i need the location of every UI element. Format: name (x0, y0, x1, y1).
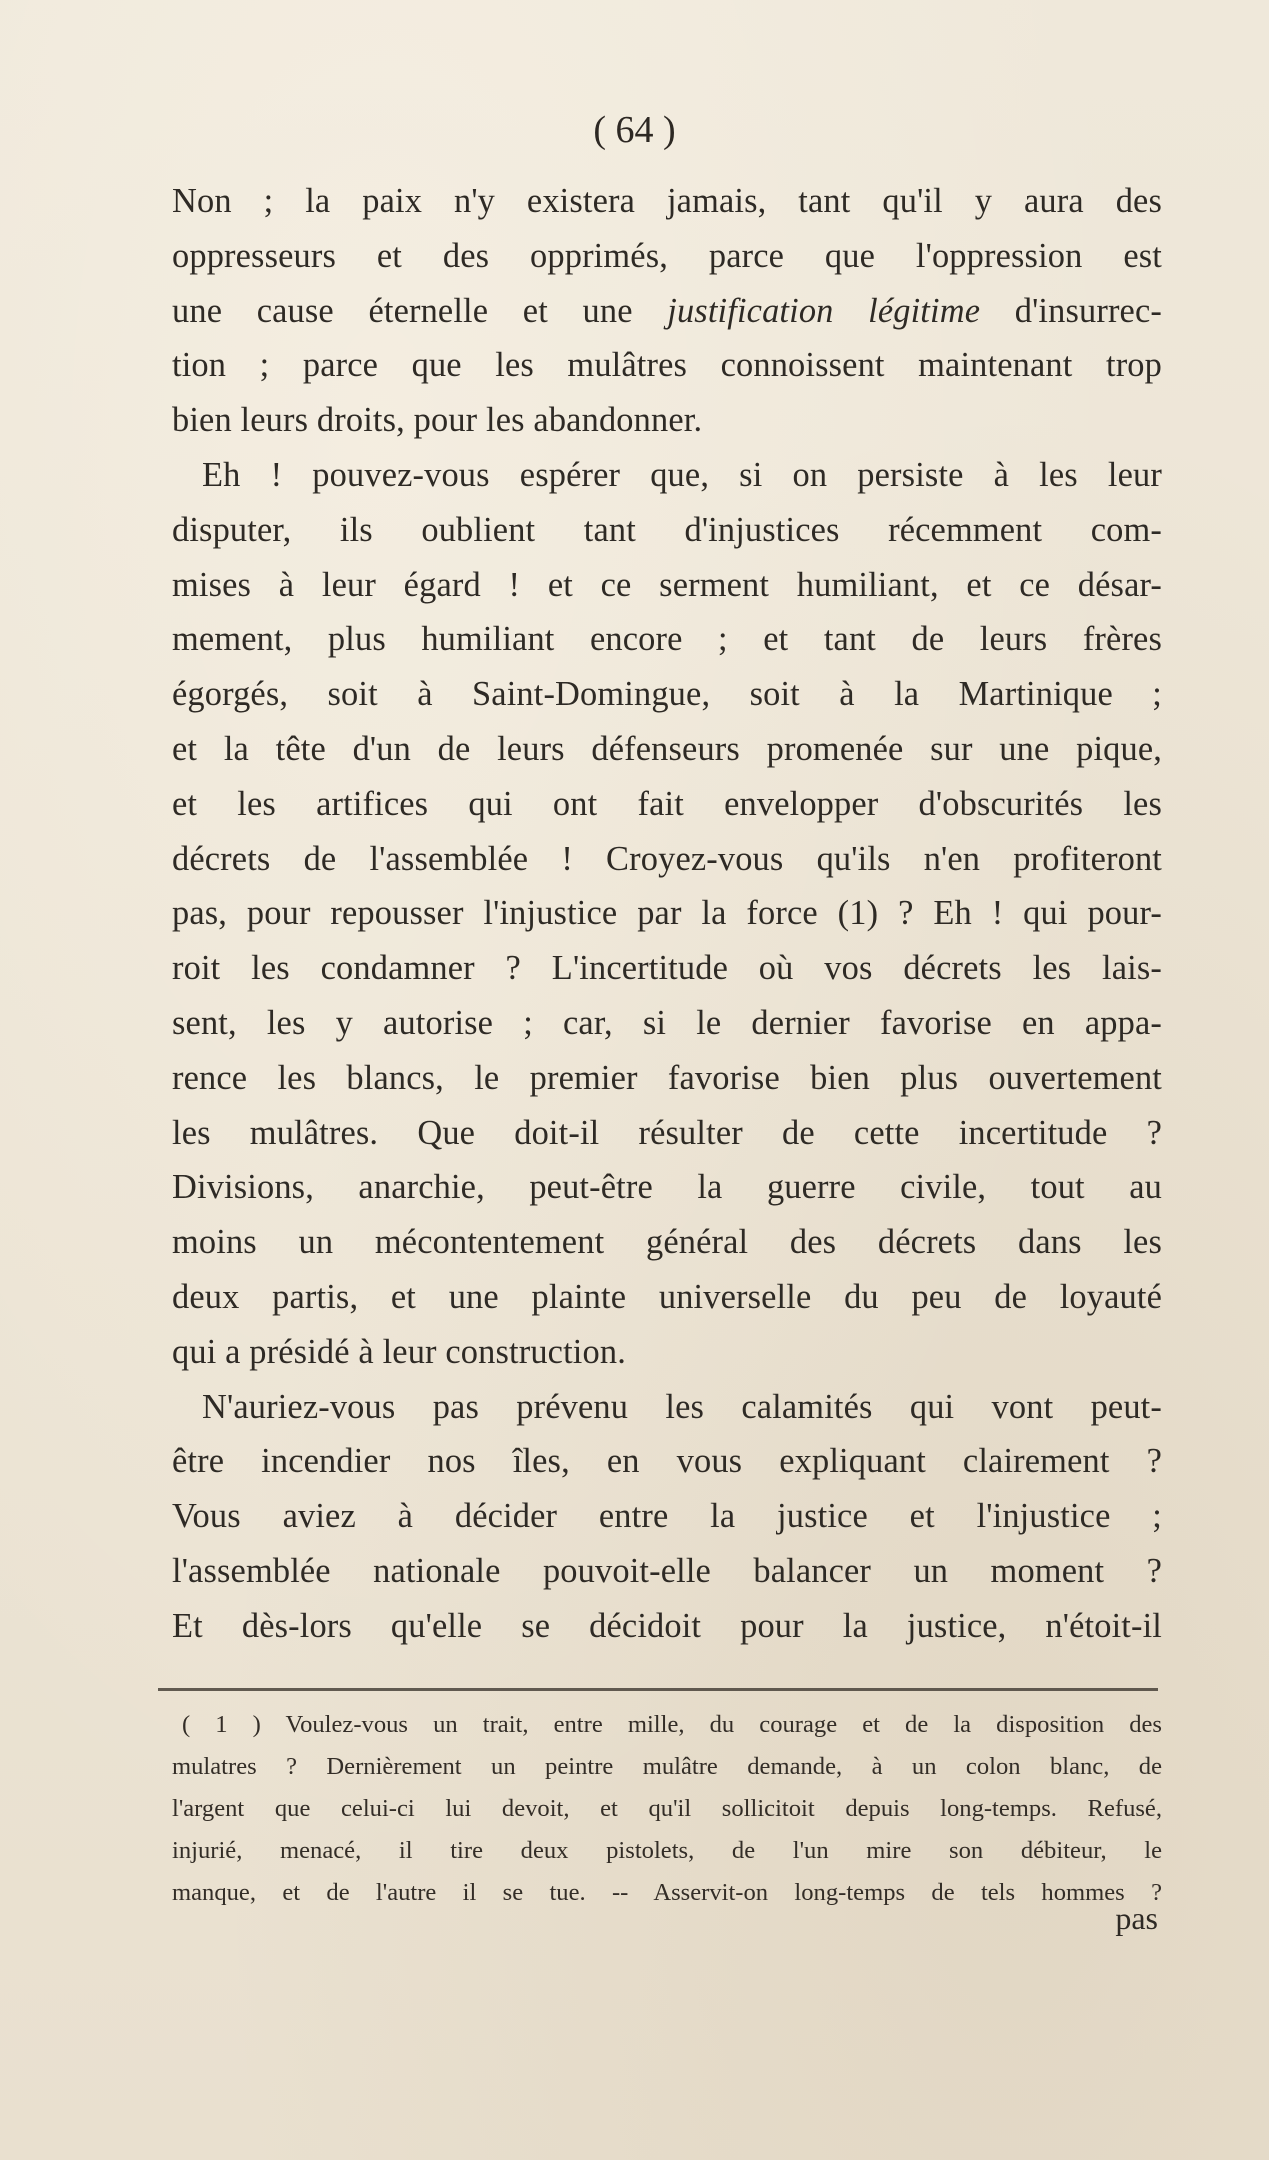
text-line: roit les condamner ? L'incertitude où vos décrets les lais- (172, 949, 1162, 988)
text-line (172, 284, 1162, 339)
text-line: mises à leur égard ! et ce serment humiliant, et ce désar- (172, 565, 1162, 604)
catchword: pas (1115, 1900, 1158, 1936)
text-line: disputer, ils oublient tant d'injustices récemment com- (172, 510, 1162, 549)
text-line: décrets de l'assemblée ! Croyez-vous qu'ils n'en profiteront (172, 839, 1162, 878)
text-line: Eh ! pouvez-vous espérer que, si on persiste à les leur (202, 455, 1162, 494)
footnote (172, 1704, 1162, 1914)
text-line: Vous aviez à décider entre la justice et l'injustice ; (172, 1497, 1162, 1536)
footnote-line: ( 1 ) Voulez-vous un trait, entre mille, du courage et de la disposition des (182, 1711, 1162, 1738)
page-number: ( 64 ) (593, 109, 676, 151)
text-line: moins un mécontentement général des décrets dans les (172, 1223, 1162, 1262)
text-line: Et dès-lors qu'elle se décidoit pour la justice, n'étoit-il (172, 1606, 1162, 1645)
text-line: être incendier nos îles, en vous expliquant clairement ? (172, 1442, 1162, 1481)
text-line: l'assemblée nationale pouvoit-elle balancer un moment ? (172, 1551, 1162, 1590)
text-line: oppresseurs et des opprimés, parce que l'oppression est (172, 236, 1162, 275)
text-line: Divisions, anarchie, peut-être la guerre civile, tout au (172, 1168, 1162, 1207)
text-line: pas, pour repousser l'injustice par la force (1) ? Eh ! qui pour- (172, 894, 1162, 933)
text-line: sent, les y autorise ; car, si le dernier favorise en appa- (172, 1003, 1162, 1042)
footnote-separator-rule (158, 1688, 1158, 1691)
italic-phrase: justification légitime (667, 291, 981, 330)
text-line: mement, plus humiliant encore ; et tant de leurs frères (172, 620, 1162, 659)
main-text (172, 174, 1162, 1654)
text-line: Non ; la paix n'y existera jamais, tant qu'il y aura des (172, 182, 1162, 220)
text-line: bien leurs droits, pour les abandonner. (172, 401, 703, 440)
footnote-line: l'argent que celui-ci lui devoit, et qu'il sollicitoit depuis long-temps. Refusé, (172, 1795, 1162, 1822)
text-line: tion ; parce que les mulâtres connoissent maintenant trop (172, 346, 1162, 385)
text-line: et les artifices qui ont fait envelopper d'obscurités les (172, 784, 1162, 823)
footnote-line: mulatres ? Dernièrement un peintre mulâtre demande, à un colon blanc, de (172, 1753, 1162, 1780)
text-segment: d'insurrec- (980, 291, 1162, 330)
text-line: rence les blancs, le premier favorise bien plus ouvertement (172, 1058, 1162, 1097)
text-line: qui a présidé à leur construction. (172, 1332, 626, 1371)
text-line: égorgés, soit à Saint-Domingue, soit à la Martinique ; (172, 675, 1162, 714)
text-line: les mulâtres. Que doit-il résulter de cette incertitude ? (172, 1113, 1162, 1152)
text-line: deux partis, et une plainte universelle du peu de loyauté (172, 1277, 1162, 1316)
text-line: N'auriez-vous pas prévenu les calamités qui vont peut- (202, 1387, 1162, 1426)
footnote-line: manque, et de l'autre il se tue. -- Asservit-on long-temps de tels hommes ? (172, 1879, 1162, 1906)
text-line: et la tête d'un de leurs défenseurs promenée sur une pique, (172, 729, 1162, 768)
text-segment: une cause éternelle et une (172, 291, 668, 330)
footnote-line: injurié, menacé, il tire deux pistolets, de l'un mire son débiteur, le (172, 1837, 1162, 1864)
